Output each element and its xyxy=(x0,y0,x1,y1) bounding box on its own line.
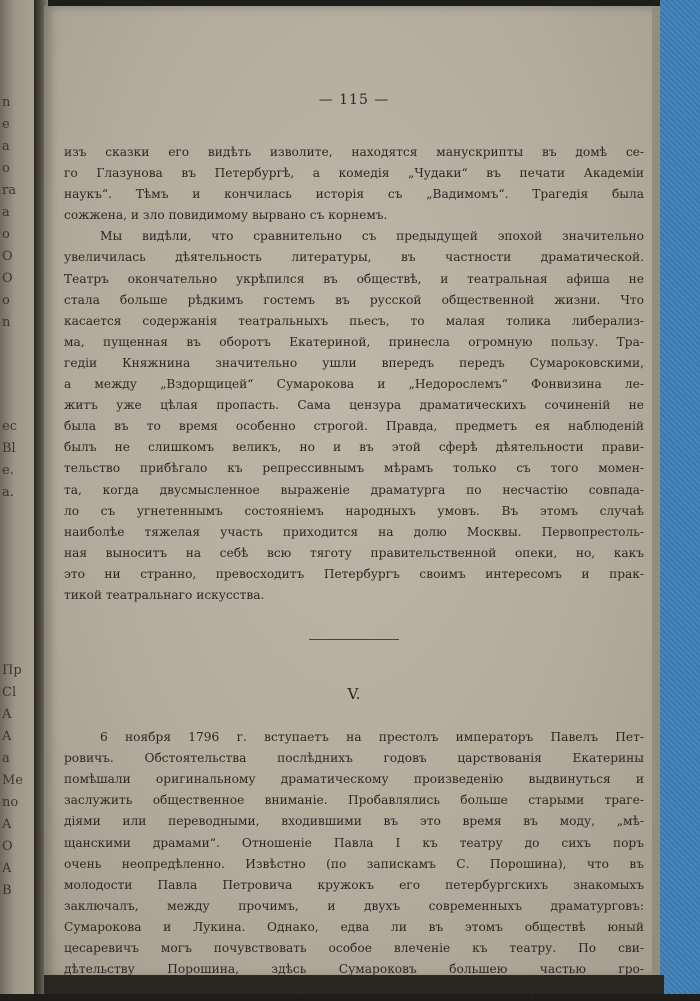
page-text xyxy=(64,92,644,1001)
text-line: увеличилась дѣятельность литературы, въ частности драматической. xyxy=(64,250,644,265)
text-line: гедіи Княжнина значительно ушли впередъ передъ Сумароковскими, xyxy=(64,355,644,370)
text-line: ма, пущенная въ оборотъ Екатериной, принесла огромную пользу. Тра- xyxy=(64,334,644,349)
text-line: цесаревичъ могъ почувствовать особое влеченіе къ театру. По сви- xyxy=(64,941,644,955)
text-line: ло съ угнетеннымъ состояніемъ народныхъ умовъ. Въ этомъ случаѣ xyxy=(64,503,644,518)
text-line: житъ уже цѣлая пропасть. Сама цензура драматическихъ сочиненій не xyxy=(64,398,644,413)
left-page-fragment: e. xyxy=(2,463,14,478)
text-line: сожжена, и зло повидимому вырвано съ корнемъ. xyxy=(64,208,388,223)
left-page-fragment: Me xyxy=(2,773,24,788)
text-line: та, когда двусмысленное выраженіе драматурга по несчастію совпада- xyxy=(64,482,644,497)
text-line: была въ то время особенно строгой. Правда, предметъ ея наблюденій xyxy=(64,419,644,434)
text-line: Мы видѣли, что сравнительно съ предыдущей эпохой значительно xyxy=(100,229,644,244)
text-line: го Глазунова въ Петербургѣ, а комедія „Чудаки“ въ печати Академіи xyxy=(64,166,644,181)
text-line: а между „Вздорщицей“ Сумарокова и „Недорослемъ“ Фонвизина ле- xyxy=(64,377,644,392)
left-page-fragment: B xyxy=(2,883,12,898)
text-line: помѣшали оригинальному драматическому произведенію выдвинуться и xyxy=(64,772,644,787)
left-page-fragment: a xyxy=(2,751,10,766)
left-page-fragment: A xyxy=(2,729,12,744)
paragraph-3 xyxy=(64,727,644,1001)
text-line: ная выноситъ на себѣ всю тяготу правительственной опеки, но, какъ xyxy=(64,545,644,560)
page-edges xyxy=(652,6,660,978)
left-page-fragment: e xyxy=(2,117,10,132)
text-line: Театръ окончательно укрѣпился въ обществѣ, и театральная афиша не xyxy=(64,271,644,286)
left-page-fragment: o xyxy=(2,161,10,176)
text-line: касается содержанія театральныхъ пьесъ, то малая толика либерализ- xyxy=(64,313,644,328)
left-page-fragment: A xyxy=(2,817,12,832)
text-line: дѣтельству Порошина, здѣсь Сумароковъ большею частью гро- xyxy=(64,962,644,977)
blue-cloth-background xyxy=(660,0,700,994)
text-line: діями или переводными, входившими въ это время въ моду, „мѣ- xyxy=(64,814,644,829)
left-page-fragment: ec xyxy=(2,419,17,434)
left-page-fragment: n xyxy=(2,95,11,110)
section-separator xyxy=(309,639,399,640)
text-line: наиболѣе тяжелая участь приходится на долю Москвы. Первопрестоль- xyxy=(64,524,644,539)
page-number: — 115 — xyxy=(318,92,390,108)
left-page-fragment: a xyxy=(2,205,10,220)
text-line: стала больше рѣдкимъ гостемъ въ русской общественной жизни. Что xyxy=(64,292,644,307)
text-line: заключалъ, между прочимъ, и двухъ современныхъ драматурговъ: xyxy=(64,898,644,913)
left-page-fragment: Bl xyxy=(2,441,16,456)
left-page-fragment: O xyxy=(2,839,13,854)
text-line: наукъ“. Тѣмъ и кончилась исторія съ „Вадимомъ“. Трагедія была xyxy=(64,187,644,202)
left-page-fragment: ra xyxy=(2,183,16,198)
left-page-fragment: n xyxy=(2,315,11,330)
text-line: былъ не слишкомъ великъ, но и въ этой сферѣ дѣятельности прави- xyxy=(64,440,644,455)
paragraph-1 xyxy=(64,142,644,226)
section-heading: V. xyxy=(347,685,361,704)
text-line: тельство прибѣгало къ репрессивнымъ мѣрамъ только съ того момен- xyxy=(64,461,644,476)
left-page-fragment: o xyxy=(2,227,10,242)
text-line: это ни странно, превосходитъ Петербургъ своимъ интересомъ и прак- xyxy=(64,566,644,581)
text-line: молодости Павла Петровича кружокъ его петербургскихъ знакомыхъ xyxy=(64,877,644,892)
left-page-fragment: o xyxy=(2,293,10,308)
left-page-fragment: A xyxy=(2,707,12,722)
text-line: милъ ненавистныхъ ему подьячихъ и самъ былъ натравливаемъ на xyxy=(64,983,644,998)
text-line: очень неопредѣленно. Извѣстно (по запискамъ С. Порошина), что въ xyxy=(64,856,644,871)
text-line: заслужить общественное вниманіе. Пробавлялись больше старыми траге- xyxy=(64,793,644,808)
left-page-fragment: a. xyxy=(2,485,14,500)
left-page-fragment: O xyxy=(2,249,13,264)
left-page-fragment: no xyxy=(2,795,19,810)
text-line: тикой театральнаго искусства. xyxy=(64,587,265,602)
left-page-fragment: Пр xyxy=(2,663,22,678)
left-page-fragment: a xyxy=(2,139,10,154)
left-page-fragment: Cl xyxy=(2,685,17,700)
text-line: Сумарокова и Лукина. Однако, едва ли въ этомъ обществѣ юный xyxy=(64,919,644,934)
left-page-fragment: O xyxy=(2,271,13,286)
text-line: ровичъ. Обстоятельства послѣднихъ годовъ царствованія Екатерины xyxy=(64,751,644,766)
paragraph-2 xyxy=(64,226,644,606)
left-page-fragment: A xyxy=(2,861,12,876)
text-line: 6 ноября 1796 г. вступаетъ на престолъ императоръ Павелъ Пет- xyxy=(100,730,644,745)
text-line: щанскими драмами“. Отношеніе Павла I къ театру до сихъ поръ xyxy=(64,835,644,850)
text-line: изъ сказки его видѣть изволите, находятся манускрипты въ домѣ се- xyxy=(64,145,644,159)
facing-left-page xyxy=(0,0,36,994)
